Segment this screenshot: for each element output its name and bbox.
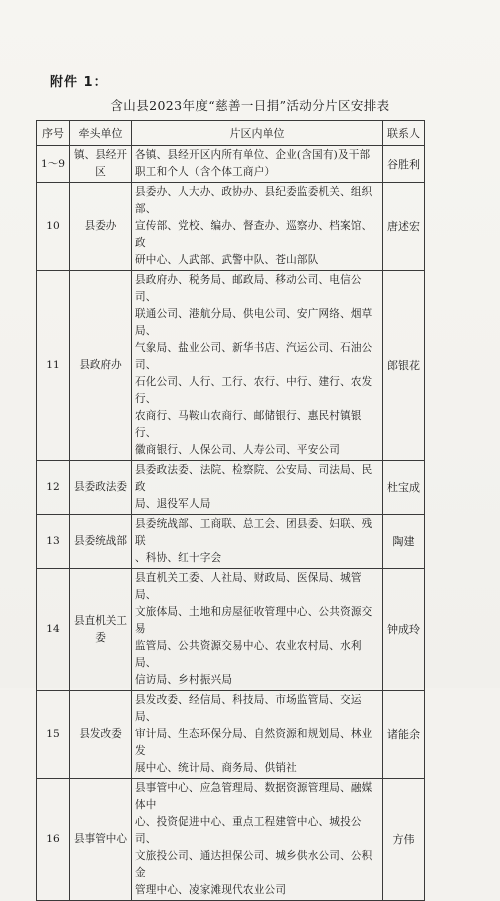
- header-district-units: 片区内单位: [132, 121, 383, 146]
- row-number: 1～9: [37, 146, 70, 183]
- unit-line: 宣传部、党校、编办、督查办、巡察办、档案馆、政: [135, 220, 373, 249]
- unit-line: 县委办、人大办、政协办、县纪委监委机关、组织部、: [135, 186, 373, 215]
- row-contact-person: 唐述宏: [383, 183, 425, 271]
- row-number: 13: [37, 515, 70, 569]
- unit-line: 、科协、红十字会: [135, 552, 222, 564]
- row-number: 16: [37, 779, 70, 901]
- row-district-units: [132, 515, 383, 569]
- row-lead-unit: 县委政法委: [70, 461, 132, 515]
- unit-line: 局、退役军人局: [135, 498, 211, 510]
- unit-line: 职工和个人（含个体工商户）: [135, 166, 276, 178]
- table-row: [37, 515, 425, 569]
- row-lead-unit: 县政府办: [70, 271, 132, 461]
- header-contact: 联系人: [383, 121, 425, 146]
- row-district-units: [132, 691, 383, 779]
- table-row: [37, 691, 425, 779]
- attachment-label: 附件 1：: [50, 75, 108, 90]
- row-contact-person: 钟成玲: [383, 569, 425, 691]
- row-district-units: [132, 779, 383, 901]
- unit-line: 监管局、公共资源交易中心、农业农村局、水利局、: [135, 640, 362, 669]
- row-district-units: [132, 183, 383, 271]
- row-lead-unit: 县直机关工委: [70, 569, 132, 691]
- row-contact-person: 杜宝成: [383, 461, 425, 515]
- unit-line: 农商行、马鞍山农商行、邮储银行、惠民村镇银行、: [135, 410, 362, 439]
- row-contact-person: 陶建: [383, 515, 425, 569]
- unit-line: 审计局、生态环保分局、自然资源和规划局、林业发: [135, 728, 373, 757]
- row-lead-unit: 县委统战部: [70, 515, 132, 569]
- unit-line: 徽商银行、人保公司、人寿公司、平安公司: [135, 444, 341, 456]
- row-district-units: [132, 146, 383, 183]
- unit-line: 县发改委、经信局、科技局、市场监管局、交运局、: [135, 694, 362, 723]
- table-row: [37, 569, 425, 691]
- table-header-row: [37, 121, 425, 146]
- row-number: 14: [37, 569, 70, 691]
- unit-line: 石化公司、人行、工行、农行、中行、建行、农发行、: [135, 376, 373, 405]
- row-district-units: [132, 461, 383, 515]
- table-row: [37, 779, 425, 901]
- row-contact-person: 诸能余: [383, 691, 425, 779]
- unit-line: 县委政法委、法院、检察院、公安局、司法局、民政: [135, 464, 373, 493]
- row-district-units: [132, 271, 383, 461]
- unit-line: 气象局、盐业公司、新华书店、汽运公司、石油公司、: [135, 342, 373, 371]
- table-row: [37, 146, 425, 183]
- unit-line: 县委统战部、工商联、总工会、团县委、妇联、残联: [135, 518, 373, 547]
- unit-line: 管理中心、凌家滩现代农业公司: [135, 884, 287, 896]
- unit-line: 文旅投公司、通达担保公司、城乡供水公司、公积金: [135, 850, 373, 879]
- unit-line: 县事管中心、应急管理局、数据资源管理局、融媒体中: [135, 782, 373, 811]
- unit-line: 信访局、乡村振兴局: [135, 674, 233, 686]
- row-contact-person: 谷胜利: [383, 146, 425, 183]
- unit-line: 研中心、人武部、武警中队、苍山部队: [135, 254, 319, 266]
- unit-line: 县政府办、税务局、邮政局、移动公司、电信公司、: [135, 274, 362, 303]
- unit-line: 展中心、统计局、商务局、供销社: [135, 762, 297, 774]
- table-row: [37, 461, 425, 515]
- row-district-units: [132, 569, 383, 691]
- table-row: [37, 271, 425, 461]
- unit-line: 县直机关工委、人社局、财政局、医保局、城管局、: [135, 572, 362, 601]
- row-lead-unit: 镇、县经开区: [70, 146, 132, 183]
- district-arrangement-table: [36, 120, 425, 901]
- header-number: 序号: [37, 121, 70, 146]
- row-lead-unit: 县委办: [70, 183, 132, 271]
- table-row: [37, 183, 425, 271]
- header-lead-unit: 牵头单位: [70, 121, 132, 146]
- document-title: 含山县2023年度“慈善一日捐”活动分片区安排表: [110, 98, 390, 113]
- unit-line: 各镇、县经开区内所有单位、企业(含国有)及干部: [135, 149, 371, 161]
- unit-line: 文旅体局、土地和房屋征收管理中心、公共资源交易: [135, 606, 373, 635]
- unit-line: 联通公司、港航分局、供电公司、安广网络、烟草局、: [135, 308, 373, 337]
- row-number: 10: [37, 183, 70, 271]
- row-number: 11: [37, 271, 70, 461]
- row-lead-unit: 县发改委: [70, 691, 132, 779]
- row-number: 15: [37, 691, 70, 779]
- row-number: 12: [37, 461, 70, 515]
- row-contact-person: 郎银花: [383, 271, 425, 461]
- row-lead-unit: 县事管中心: [70, 779, 132, 901]
- row-contact-person: 方伟: [383, 779, 425, 901]
- unit-line: 心、投资促进中心、重点工程建管中心、城投公司、: [135, 816, 362, 845]
